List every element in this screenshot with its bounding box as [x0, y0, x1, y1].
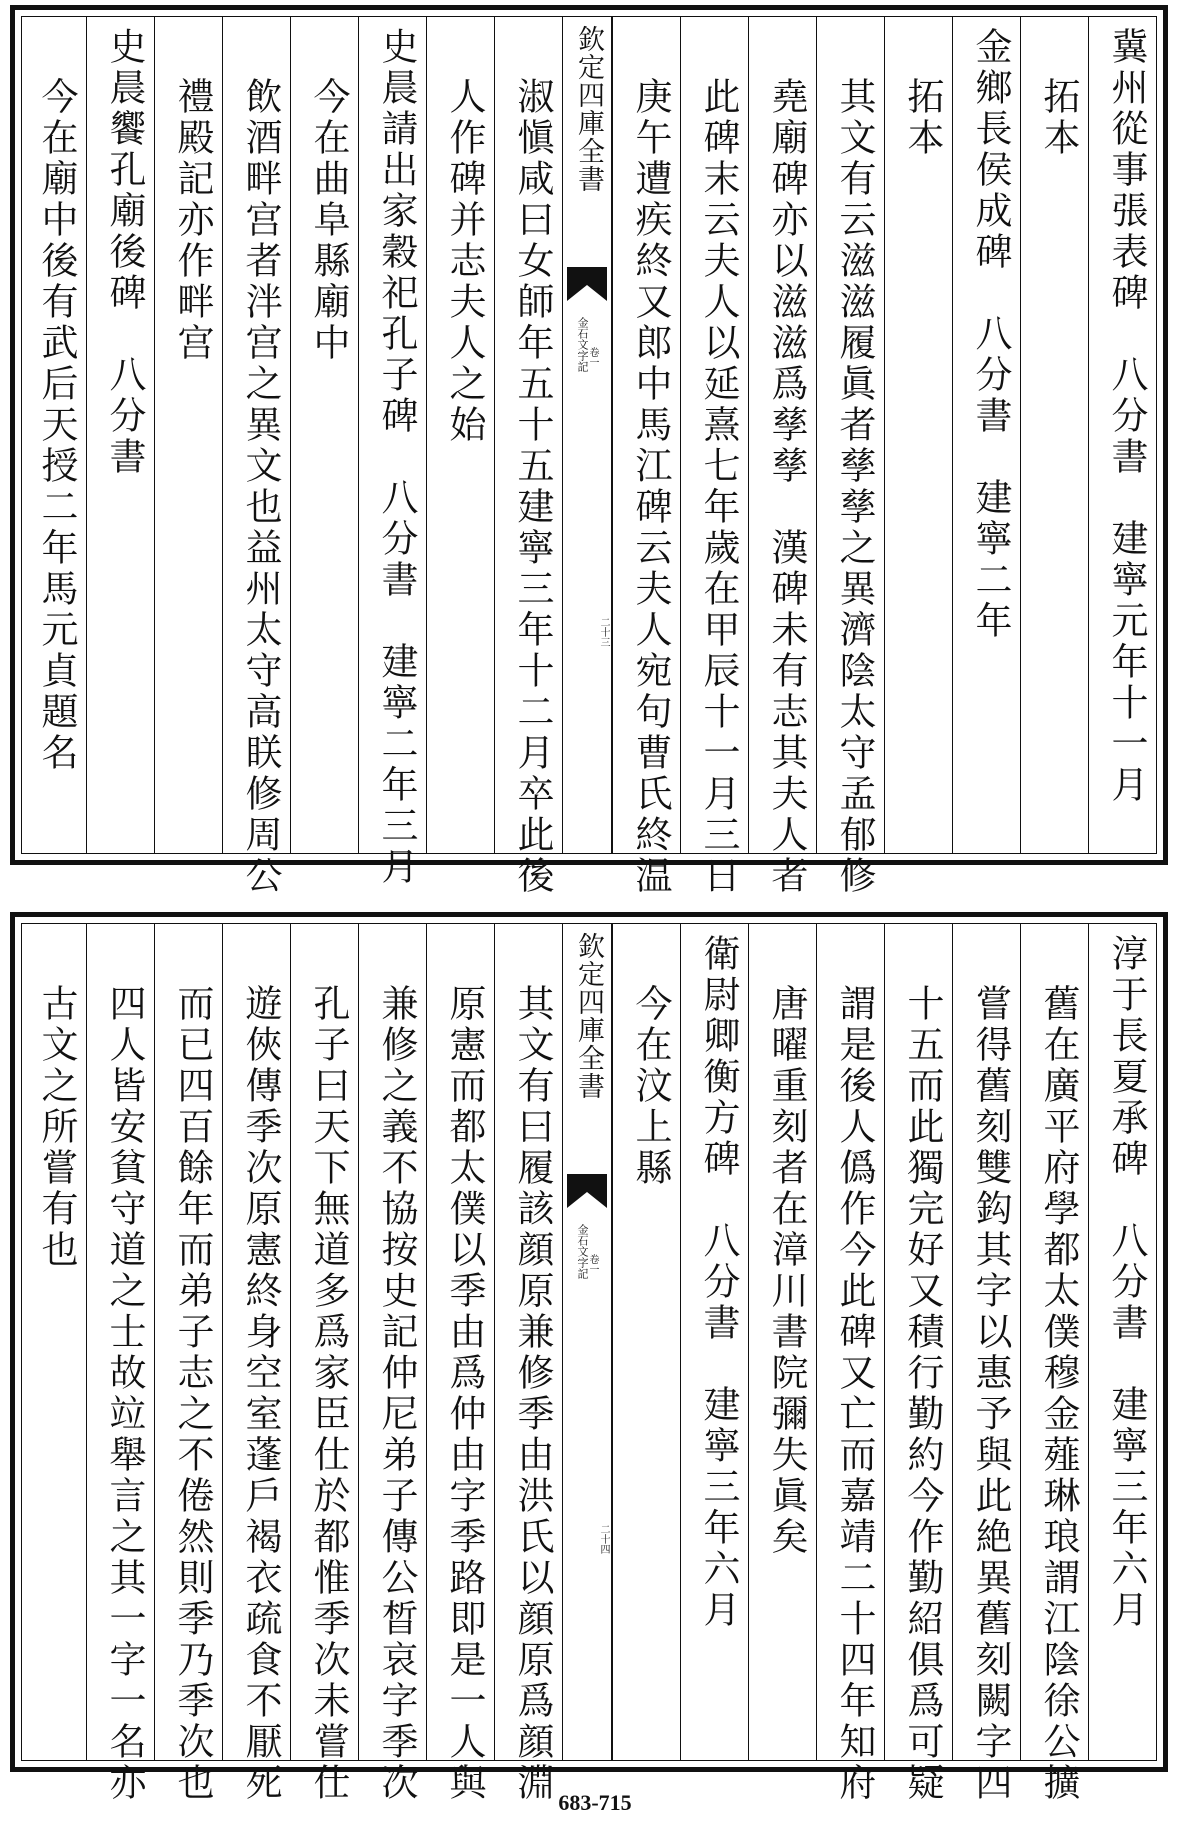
column — [154, 924, 222, 1804]
fishtail-mark-icon — [567, 1174, 607, 1208]
column — [816, 924, 884, 1804]
column-text: 孔子曰天下無道多爲家臣仕於都惟季次未嘗仕 — [307, 984, 350, 1804]
column-text: 四人皆安貧守道之士故竝舉言之其一字一名亦 — [103, 984, 146, 1804]
page-top — [10, 5, 1168, 897]
column-text: 其文有云滋滋履眞者孳孳之異濟陰太守孟郁修 — [833, 77, 876, 897]
column — [290, 924, 358, 1804]
column — [1088, 924, 1156, 1760]
column-text: 古文之所嘗有也 — [35, 984, 78, 1271]
column — [494, 924, 562, 1804]
column — [86, 924, 154, 1804]
column — [680, 924, 748, 1760]
column-text: 拓本 — [901, 77, 944, 159]
column — [680, 17, 748, 897]
column — [748, 924, 816, 1760]
page-gutter — [562, 17, 612, 853]
gutter-page-number: 二十三 — [598, 617, 609, 647]
column — [358, 17, 426, 888]
column-text: 舊在廣平府學都太僕穆金薤琳琅謂江陰徐公擴 — [1037, 984, 1080, 1804]
column-text: 今在曲阜縣廟中 — [307, 77, 350, 364]
column-text: 飲酒畔宫者泮宫之異文也益州太守高眹修周公 — [239, 77, 282, 897]
column — [22, 17, 86, 853]
column-text: 唐曜重刻者在漳川書院彌失眞矣 — [765, 984, 808, 1558]
gutter-volume: 卷一 — [587, 1254, 598, 1274]
column — [22, 924, 86, 1760]
column-text: 遊俠傳季次原憲終身空室蓬戶褐衣疏食不厭死 — [239, 984, 282, 1804]
column-text: 禮殿記亦作畔宫 — [171, 77, 214, 364]
column — [426, 17, 494, 853]
column — [748, 17, 816, 897]
column-text: 淳于長夏承碑 八分書 建寧三年六月 — [1105, 934, 1148, 1631]
column-text: 兼修之義不協按史記仲尼弟子傳公晳哀字季次 — [375, 984, 418, 1804]
column-text: 謂是後人僞作今此碑又亡而嘉靖二十四年知府 — [833, 984, 876, 1804]
column — [154, 17, 222, 853]
column-text: 冀州從事張表碑 八分書 建寧元年十一月 — [1105, 27, 1148, 806]
column-text: 史晨饗孔廟後碑 八分書 — [103, 27, 146, 478]
column — [222, 924, 290, 1804]
gutter-title: 欽定四庫全書 — [573, 25, 604, 193]
column-text: 原憲而都太僕以季由爲仲由字季路即是一人與 — [443, 984, 486, 1804]
column — [494, 17, 562, 897]
column — [612, 924, 680, 1760]
column — [952, 924, 1020, 1804]
page-top-frame — [21, 16, 1157, 897]
column — [1020, 924, 1088, 1804]
column-text: 堯廟碑亦以滋滋爲孳孳 漢碑未有志其夫人者 — [765, 77, 808, 897]
column — [222, 17, 290, 897]
column — [612, 17, 680, 897]
column-text: 金鄉長侯成碑 八分書 建寧二年 — [969, 27, 1012, 642]
gutter-book-title: 金石文字記 — [576, 317, 589, 372]
column-text: 庚午遭疾終又郎中馬江碑云夫人宛句曹氏終温 — [629, 77, 672, 897]
column-text: 淑愼咸曰女師年五十五建寧三年十二月卒此後 — [511, 77, 554, 897]
column — [426, 924, 494, 1804]
column — [884, 17, 952, 853]
column-text: 史晨請出家穀祀孔子碑 八分書 建寧二年三月 — [375, 27, 418, 888]
column-text: 衛尉卿衡方碑 八分書 建寧三年六月 — [697, 934, 740, 1631]
column — [816, 17, 884, 897]
column-text: 嘗得舊刻雙鈎其字以惠予與此絶異舊刻闕字四 — [969, 984, 1012, 1804]
column-text: 十五而此獨完好又積行勤約今作勤紹俱爲可疑 — [901, 984, 944, 1804]
column-text: 拓本 — [1037, 77, 1080, 159]
column-text: 人作碑并志夫人之始 — [443, 77, 486, 446]
column-text: 而已四百餘年而弟子志之不倦然則季乃季次也 — [171, 984, 214, 1804]
gutter-title: 欽定四庫全書 — [573, 932, 604, 1100]
column-text: 此碑末云夫人以延熹七年歲在甲辰十一月三日 — [697, 77, 740, 897]
column-text: 今在汶上縣 — [629, 984, 672, 1189]
page-gutter — [562, 924, 612, 1760]
column — [952, 17, 1020, 853]
page-number-footer: 683-715 — [558, 1790, 632, 1815]
gutter-page-number: 二十四 — [598, 1524, 609, 1554]
column — [884, 924, 952, 1804]
column — [1088, 17, 1156, 853]
gutter-volume: 卷一 — [587, 347, 598, 367]
column-text: 今在廟中後有武后天授二年馬元貞題名 — [35, 77, 78, 774]
column — [358, 924, 426, 1804]
column — [1020, 17, 1088, 853]
column — [290, 17, 358, 853]
column — [86, 17, 154, 853]
fishtail-mark-icon — [567, 267, 607, 301]
column-text: 其文有曰履該顔原兼修季由洪氏以顔原爲顔淵 — [511, 984, 554, 1804]
gutter-book-title: 金石文字記 — [576, 1224, 589, 1279]
